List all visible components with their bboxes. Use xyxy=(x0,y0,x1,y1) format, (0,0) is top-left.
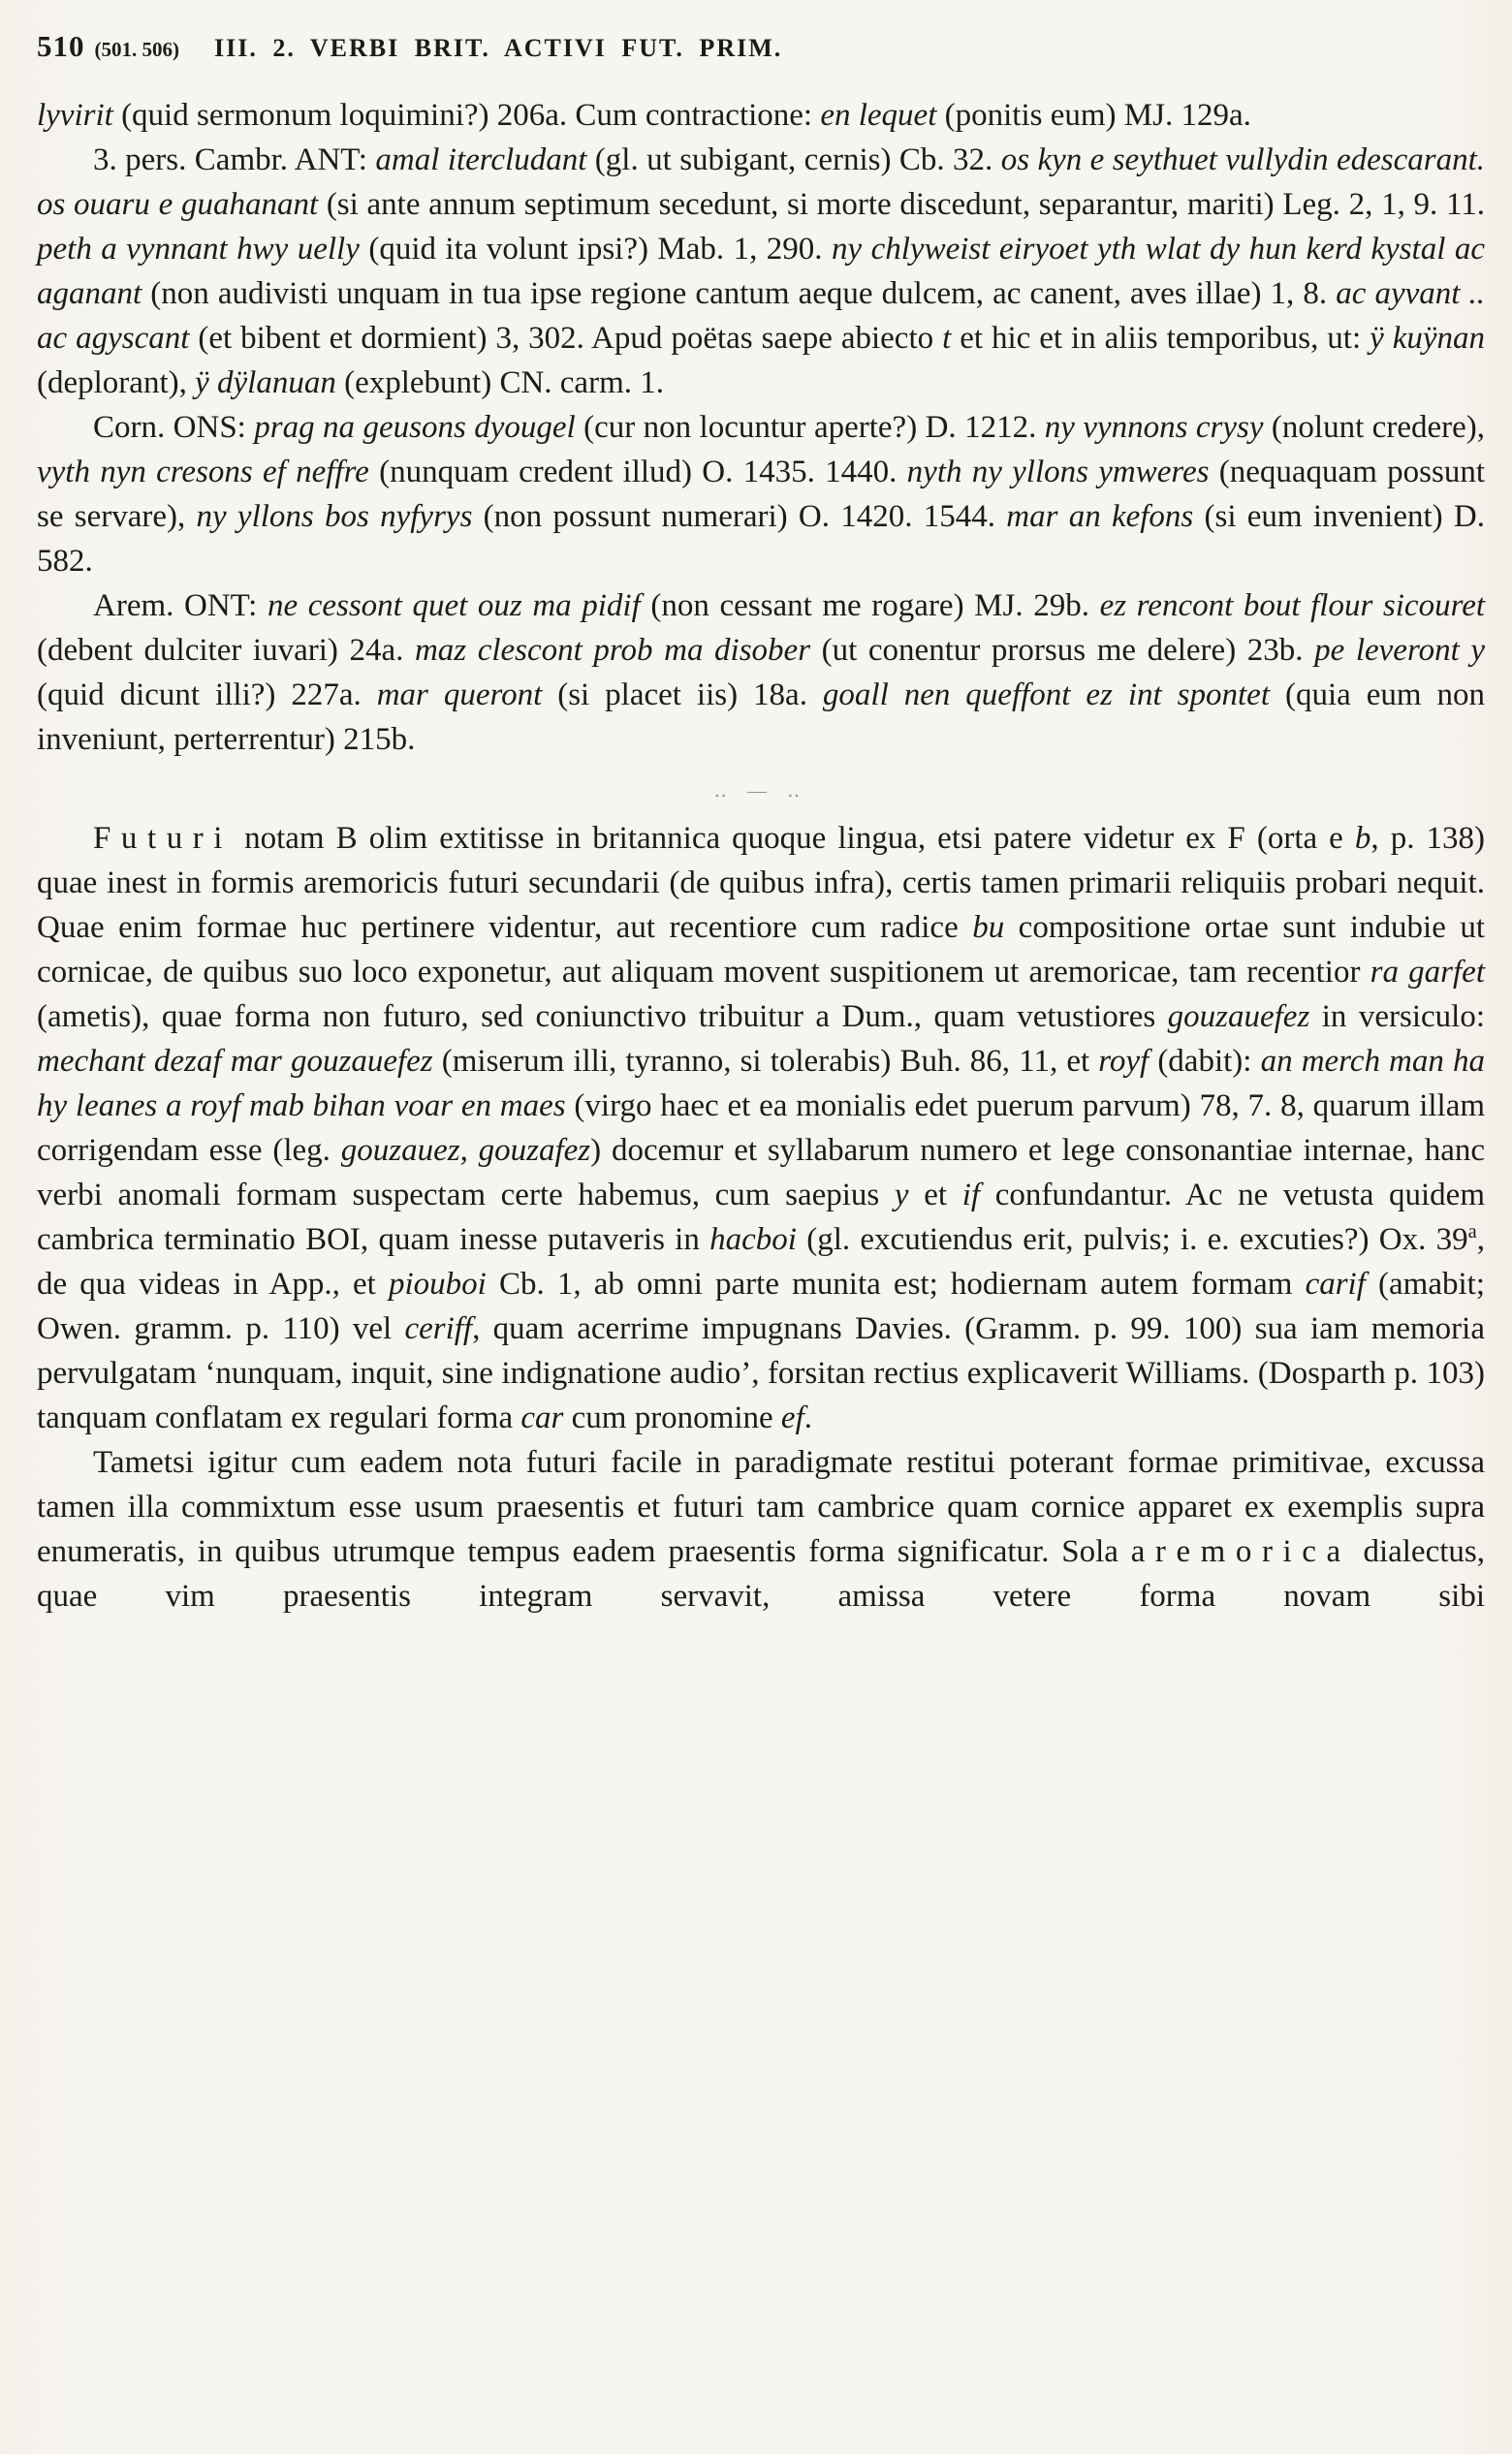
foreign-phrase: ny chlyweist eiryoet yth wlat dy hun kerd kystal ac aganant xyxy=(37,232,1485,311)
foreign-phrase: royf xyxy=(1098,1044,1150,1079)
foreign-phrase: ez rencont bout flour sicouret xyxy=(1099,588,1486,623)
text-run: (quid sermonum loquimini?) 206a. Cum contractione: xyxy=(112,98,821,133)
foreign-phrase: vyth nyn cresons ef neffre xyxy=(37,455,369,489)
foreign-phrase: bu xyxy=(972,910,1005,945)
foreign-phrase: ceriff xyxy=(404,1311,473,1346)
text-run: Corn. ONS: xyxy=(93,410,255,445)
paragraph xyxy=(37,583,1485,762)
paragraph xyxy=(37,816,1485,1440)
foreign-phrase: carif xyxy=(1305,1267,1366,1302)
foreign-phrase: maz clescont prob ma disober xyxy=(414,633,811,668)
paragraph xyxy=(37,405,1485,583)
foreign-phrase: gouzauez, gouzafez xyxy=(340,1133,591,1168)
text-run: , de qua videas in App., et xyxy=(37,1222,1485,1302)
text-run: (deplorant), xyxy=(37,365,196,400)
foreign-phrase: y xyxy=(894,1178,909,1212)
text-run: ) docemur et syllabarum numero et lege consonantiae internae, hanc verbi anomali formam suspectam certe habemus, cum saepius xyxy=(37,1133,1485,1212)
text-run: dialectus, quae vim praesentis integram servavit, amissa vetere forma novam sibi xyxy=(37,1534,1485,1614)
text-run: (gl. excutiendus erit, pulvis; i. e. excuties?) Ox. 39 xyxy=(796,1222,1468,1257)
text-run: et xyxy=(908,1178,962,1212)
text-run: (debent dulciter iuvari) 24a. xyxy=(37,633,415,668)
paragraph xyxy=(37,138,1485,405)
text-run: (explebunt) CN. carm. 1. xyxy=(335,365,664,400)
text-run: (quia eum non inveniunt, perterrentur) 215b. xyxy=(37,677,1485,757)
foreign-phrase: prag na geusons dyougel xyxy=(254,410,576,445)
paragraph xyxy=(37,93,1485,138)
foreign-phrase: hacboi xyxy=(709,1222,797,1257)
text-run: (non possunt numerari) O. 1420. 1544. xyxy=(472,499,1007,534)
text-run: compositione ortae sunt indubie ut cornicae, de quibus suo loco exponetur, aut aliquam movent suspitionem ut aremoricae, tam recentior xyxy=(37,910,1485,990)
foreign-phrase: mechant dezaf mar gouzauefez xyxy=(37,1044,433,1079)
text-run: (quid dicunt illi?) 227a. xyxy=(37,677,377,712)
foreign-phrase: mar queront xyxy=(376,677,543,712)
page-reference: (501. 506) xyxy=(94,38,179,61)
text-run: in versiculo: xyxy=(1309,999,1485,1034)
text-run: aremorica xyxy=(1130,1534,1351,1569)
foreign-phrase: ra garfet xyxy=(1370,955,1485,990)
foreign-phrase: nyth ny yllons ymweres xyxy=(906,455,1210,489)
text-run: (amabit; Owen. gramm. p. 110) vel xyxy=(37,1267,1485,1346)
text-run: cum pronomine xyxy=(563,1400,781,1435)
text-run: (si ante annum septimum secedunt, si morte discedunt, separantur, mariti) Leg. 2, 1, 9. 11. xyxy=(318,187,1485,222)
text-run: 3. pers. Cambr. ANT: xyxy=(93,142,376,177)
foreign-phrase: os kyn e seythuet vullydin edescarant. os ouaru e guahanant xyxy=(37,142,1485,222)
text-run: Futuri xyxy=(93,821,234,856)
text-run: (ametis), quae forma non futuro, sed coniunctivo tribuitur a Dum., quam vetustiores xyxy=(37,999,1168,1034)
text-run: notam B olim extitisse in britannica quoque lingua, etsi patere videtur ex F (orta e xyxy=(233,821,1355,856)
foreign-phrase: an merch man ha hy leanes a royf mab bihan voar en maes xyxy=(37,1044,1486,1123)
text-run: et hic et in aliis temporibus, ut: xyxy=(951,321,1370,356)
text-run: a xyxy=(1467,1221,1477,1243)
text-run: (nolunt credere), xyxy=(1263,410,1485,445)
page-body xyxy=(37,93,1485,1619)
text-run: (dabit): xyxy=(1149,1044,1261,1079)
foreign-phrase: t xyxy=(942,321,952,356)
text-run: (ut conentur prorsus me delere) 23b. xyxy=(810,633,1315,668)
foreign-phrase: peth a vynnant hwy uelly xyxy=(37,232,360,267)
foreign-phrase: en lequet xyxy=(820,98,937,133)
text-run: (virgo haec et ea monialis edet puerum parvum) 78, 7. 8, quarum illam corrigendam esse (leg. xyxy=(37,1088,1486,1168)
foreign-phrase: ny vynnons crysy xyxy=(1044,410,1264,445)
text-run: (ponitis eum) MJ. 129a. xyxy=(936,98,1251,133)
text-run: (nequaquam possunt se servare), xyxy=(37,455,1485,534)
foreign-phrase: ef xyxy=(780,1400,804,1435)
text-run: Cb. 1, ab omni parte munita est; hodiernam autem formam xyxy=(486,1267,1306,1302)
text-run: , p. 138) quae inest in formis aremoricis futuri secundarii (de quibus infra), certis tamen primarii reliquiis probari nequit. Quae enim formae huc pertinere videntur, aut recentiore cum radice xyxy=(37,821,1485,945)
text-run: (miserum illi, tyranno, si tolerabis) Buh. 86, 11, et xyxy=(432,1044,1099,1079)
text-run: (cur non locuntur aperte?) D. 1212. xyxy=(575,410,1045,445)
foreign-phrase: pe leveront y xyxy=(1314,633,1485,668)
foreign-phrase: lyvirit xyxy=(37,98,113,133)
foreign-phrase: ÿ dÿlanuan xyxy=(195,365,336,400)
foreign-phrase: ac ayvant .. ac agyscant xyxy=(37,276,1485,356)
text-run: (nunquam credent illud) O. 1435. 1440. xyxy=(368,455,907,489)
foreign-phrase: car xyxy=(520,1400,564,1435)
foreign-phrase: b xyxy=(1354,821,1371,856)
foreign-phrase: gouzauefez xyxy=(1167,999,1310,1034)
text-run: (non audivisti unquam in tua ipse regione cantum aeque dulcem, ac canent, aves illae) 1, 8. xyxy=(142,276,1337,311)
paragraph xyxy=(37,1440,1485,1619)
text-run: (si placet iis) 18a. xyxy=(542,677,823,712)
page-number: 510 xyxy=(37,29,85,63)
foreign-phrase: ny yllons bos nyfyrys xyxy=(196,499,473,534)
foreign-phrase: piouboi xyxy=(388,1267,487,1302)
text-run: Tametsi igitur cum eadem nota futuri facile in paradigmate restitui poterant formae primitivae, excussa tamen illa commixtum esse usum praesentis et futuri tam cambrice quam cornice apparet ex exemplis supra enumeratis, in quibus utrumque tempus eadem praesentis forma significatur. Sola xyxy=(37,1445,1485,1569)
page-header xyxy=(37,29,1485,64)
text-run: (gl. ut subigant, cernis) Cb. 32. xyxy=(586,142,1001,177)
text-run: , quam acerrime impugnans Davies. (Gramm. p. 99. 100) sua iam memoria pervulgatam ‘nunquam, inquit, sine indignatione audio’, forsitan rectius explicaverit Williams. (Dosparth p. 103) tanquam conflatam ex regulari forma xyxy=(37,1311,1485,1435)
section-separator: ‥ — ‥ xyxy=(713,780,808,802)
text-run: Arem. ONT: xyxy=(93,588,268,623)
text-run: (non cessant me rogare) MJ. 29b. xyxy=(640,588,1100,623)
text-run: (et bibent et dormient) 3, 302. Apud poëtas saepe abiecto xyxy=(189,321,943,356)
running-title: III. 2. VERBI BRIT. ACTIVI FUT. PRIM. xyxy=(214,34,783,62)
foreign-phrase: amal itercludant xyxy=(375,142,587,177)
foreign-phrase: goall nen queffont ez int spontet xyxy=(822,677,1270,712)
text-run: confundantur. Ac ne vetusta quidem cambrica terminatio BOI, quam inesse putaveris in xyxy=(37,1178,1485,1257)
foreign-phrase: ÿ kuÿnan xyxy=(1370,321,1485,356)
text-run: (quid ita volunt ipsi?) Mab. 1, 290. xyxy=(359,232,833,267)
foreign-phrase: if xyxy=(961,1178,981,1212)
text-run: . xyxy=(803,1400,812,1435)
foreign-phrase: mar an kefons xyxy=(1006,499,1194,534)
text-run: (si eum invenient) D. 582. xyxy=(37,499,1485,579)
foreign-phrase: ne cessont quet ouz ma pidif xyxy=(267,588,641,623)
